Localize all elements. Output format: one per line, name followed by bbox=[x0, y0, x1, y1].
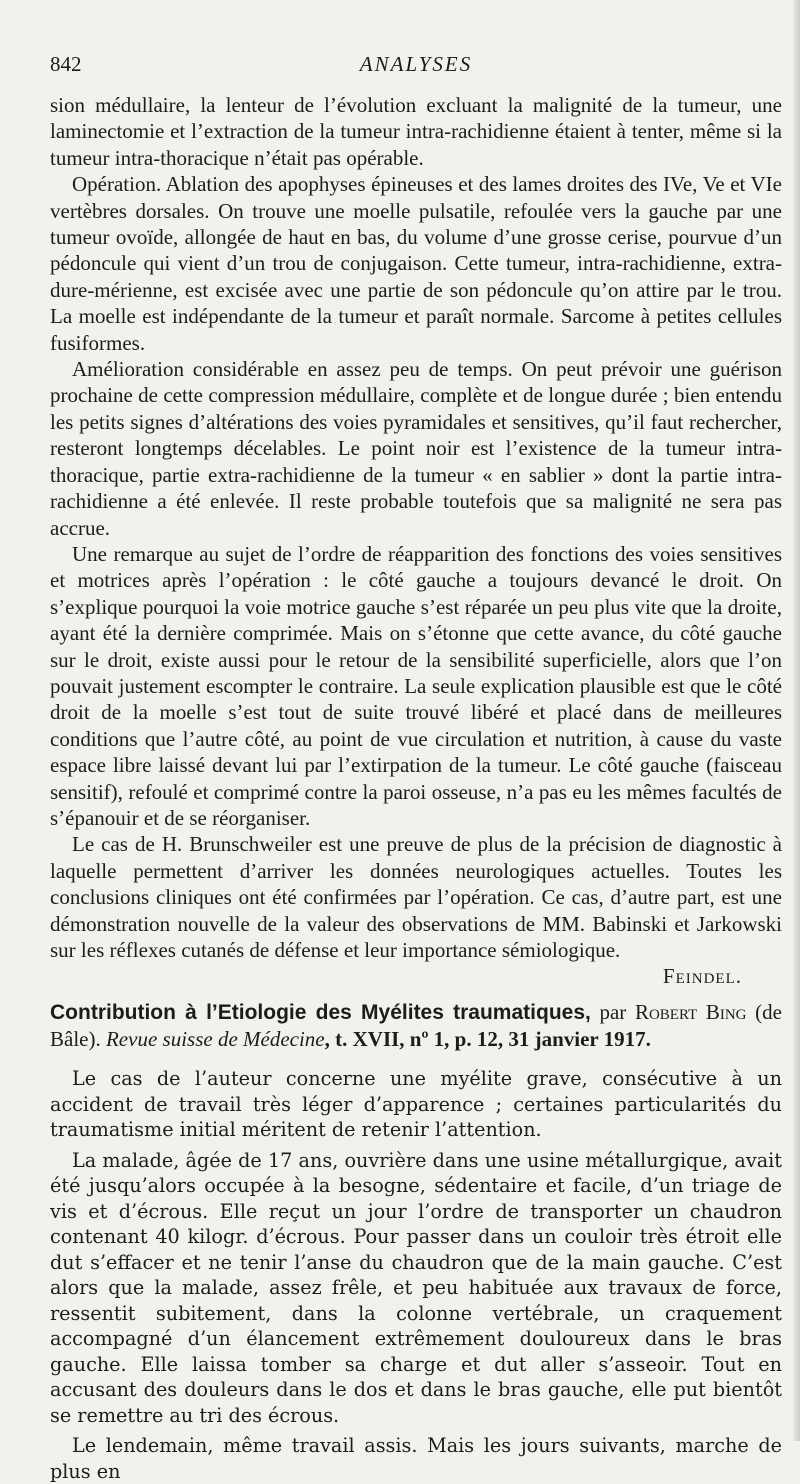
paragraph: Le cas de l’auteur concerne une myélite grave, consécutive à un accident de travail très léger d’apparence ; certaines particularités du traumatisme initial méritent de retenir l’attention. bbox=[50, 1067, 782, 1142]
paragraph: Opération. Ablation des apophyses épineuses et des lames droites des IVe, Ve et VIe vertèbres dorsales. On trouve une moelle pulsatile, refoulée vers la gauche par une tumeur ovoïde, allongée de haut en bas, du volume d’une grosse cerise, pourvue d’un pédoncule qui vient d’un trou de conjugaison. Cette tumeur, intra-rachidienne, extra-dure-mérienne, est excisée avec une partie de son pédoncule qu’on attire par le trou. La moelle est indépendante de la tumeur et paraît normale. Sarcome à petites cellules fusiformes. bbox=[50, 172, 782, 355]
article-journal: Revue suisse de Médecine bbox=[105, 1027, 325, 1052]
author-signature: Feindel. bbox=[662, 964, 742, 989]
article-place: (de Bâle). bbox=[50, 1000, 782, 1052]
article-par: par bbox=[590, 1000, 635, 1025]
paragraph: Amélioration considérable en assez peu de temps. On peut prévoir une guérison prochaine de cette compression médullaire, complète et de longue durée ; bien entendu les petits signes d’altérations des voies pyramidales et sensitives, qu’il faut rechercher, resteront longtemps décelables. Le point noir est l’existence de la tumeur intra-thoracique, partie extra-rachidienne de la tumeur « en sablier » dont la partie intra-rachidienne a été enlevée. Il reste probable toutefois que sa malignité ne sera pas accrue. bbox=[50, 357, 782, 540]
article-reference: , t. XVII, nº 1, p. 12, 31 janvier 1917. bbox=[324, 1027, 651, 1052]
paragraph: sion médullaire, la lenteur de l’évolution excluant la malignité de la tumeur, une laminectomie et l’extraction de la tumeur intra-rachidienne étaient à tenter, même si la tumeur intra-thoracique n’était pas opérable. bbox=[50, 93, 782, 170]
page-number: 842 bbox=[50, 52, 82, 76]
paragraph: Une remarque au sujet de l’ordre de réapparition des fonctions des voies sensitives et motrices après l’opération : le côté gauche a toujours devancé le droit. On s’explique pourquoi la voie motrice gauche s’est réparée un peu plus vite que la droite, ayant été la dernière comprimée. Mais on s’étonne que cette avance, du côté gauche sur le droit, existe aussi pour le retour de la sensibilité superficielle, alors que l’on pouvait justement escompter le contraire. La seule explication plausible est que le côté droit de la moelle s’est tout de suite trouvé libéré et placé dans de meilleures conditions que l’autre côté, au point de vue circulation et nutrition, à cause du vaste espace libre laissé devant lui par l’extirpation de la tumeur. Le côté gauche (faisceau sensitif), refoulé et comprimé contre la paroi osseuse, n’a pas eu les mêmes facultés de s’épanouir et de se réorganiser. bbox=[50, 541, 782, 830]
page-edge bbox=[793, 0, 800, 1441]
running-head: ANALYSES bbox=[359, 52, 473, 76]
page bbox=[50, 52, 782, 1484]
paragraph: Le lendemain, même travail assis. Mais les jours suivants, marche de plus en bbox=[50, 1434, 782, 1483]
page-header bbox=[50, 52, 782, 92]
article-heading bbox=[50, 999, 782, 1053]
paragraph: Le cas de H. Brunschweiler est une preuve de plus de la précision de diagnostic à laquelle permettent d’arriver les données neurologiques actuelles. Toutes les conclusions cliniques ont été confirmées par l’opération. Ce cas, d’autre part, est une démonstration nouvelle de la valeur des observations de MM. Babinski et Jarkowski sur les réflexes cutanés de défense et leur importance sémiologique. bbox=[50, 832, 782, 962]
paragraph: La malade, âgée de 17 ans, ouvrière dans une usine métallurgique, avait été jusqu’alors occupée à la besogne, sédentaire et facile, d’un triage de vis et d’écrous. Elle reçut un jour l’ordre de transporter un chaudron contenant 40 kilogr. d’écrous. Pour passer dans un couloir très étroit elle dut s’effacer et ne tenir l’anse du chaudron que de la main gauche. C’est alors que la malade, assez frêle, et peu habituée aux travaux de force, ressentit subitement, dans la colonne vertébrale, un craquement accompagné d’un élancement extrêmement douloureux dans le bras gauche. Elle laissa tomber sa charge et dut aller s’asseoir. Tout en accusant des douleurs dans le dos et dans le bras gauche, elle put bientôt se remettre au tri des écrous. bbox=[50, 1148, 782, 1427]
article-body bbox=[50, 1066, 782, 1484]
article-author: Robert Bing bbox=[634, 1000, 747, 1025]
article-title: Contribution à l’Etiologie des Myélites traumatiques, bbox=[50, 1001, 591, 1025]
